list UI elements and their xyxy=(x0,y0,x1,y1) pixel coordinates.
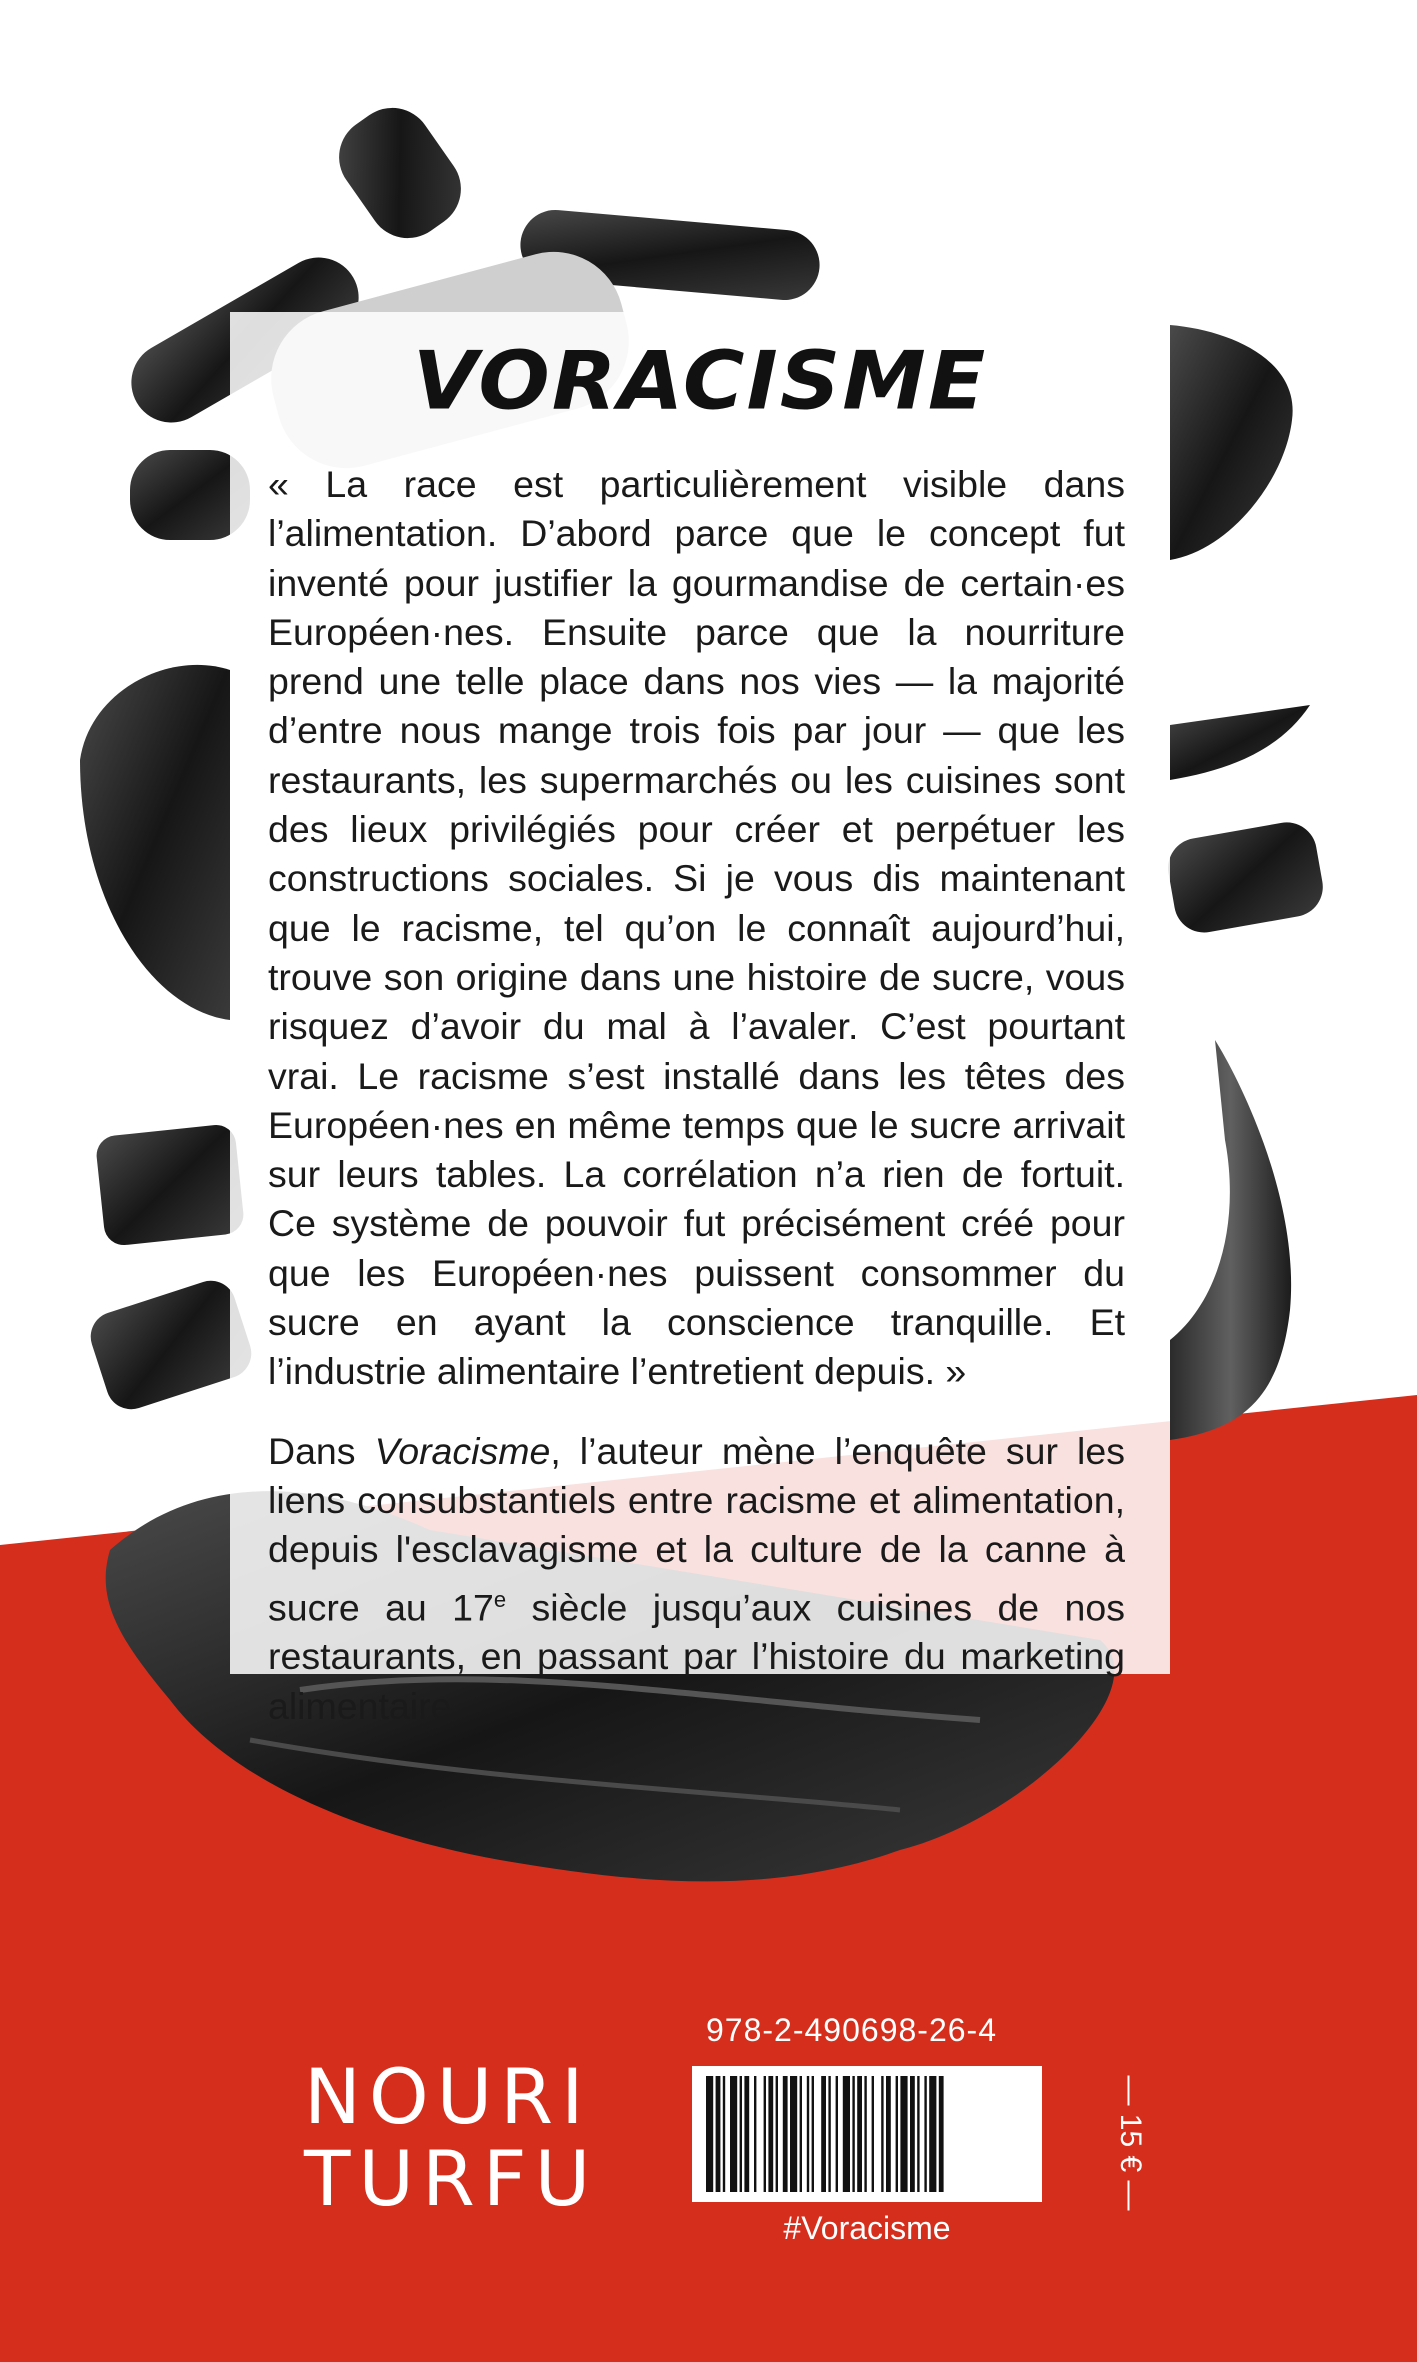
summary-intro: Dans xyxy=(268,1429,375,1472)
barcode-bar xyxy=(872,2076,874,2192)
publisher-logo-line2: TURFU xyxy=(304,2134,599,2223)
barcode-bar xyxy=(929,2076,936,2192)
barcode-bar xyxy=(881,2076,883,2192)
hashtag-label: #Voracisme xyxy=(783,2210,951,2246)
barcode-bar xyxy=(768,2076,773,2192)
barcode-bar xyxy=(812,2076,814,2192)
barcode xyxy=(692,2066,1042,2202)
barcode-bar xyxy=(896,2076,898,2192)
barcode-bar xyxy=(910,2076,915,2192)
cane-illustration-left-1 xyxy=(95,1123,246,1247)
summary-book-name: Voracisme xyxy=(374,1429,551,1472)
barcode-bar xyxy=(857,2076,862,2192)
barcode-bar xyxy=(744,2076,749,2192)
barcode-bar xyxy=(917,2076,919,2192)
barcode-bar xyxy=(706,2076,713,2192)
nut-illustration-left xyxy=(80,665,230,1020)
isbn-number: 978-2-490698-26-4 xyxy=(706,2012,997,2048)
barcode-bar xyxy=(939,2076,944,2192)
publisher-logo xyxy=(304,2052,599,2223)
barcode-bar xyxy=(924,2076,926,2192)
barcode-bar xyxy=(807,2076,809,2192)
summary-part2: siècle jusqu’aux cuisines de nos restaurants, en passant par l’histoire du marketing alimentaire. xyxy=(268,1586,1126,1727)
barcode-bar xyxy=(864,2076,866,2192)
summary-paragraph xyxy=(268,1427,1125,1731)
summary-superscript: e xyxy=(493,1586,507,1612)
publisher-logo-line1: NOURI xyxy=(304,2052,592,2141)
barcode-bar xyxy=(886,2076,891,2192)
barcode-bar xyxy=(740,2076,742,2192)
price-label: — 15 € — xyxy=(1114,2075,1147,2211)
book-title: VORACISME xyxy=(412,334,988,428)
barcode-bar xyxy=(776,2076,778,2192)
barcode-bar xyxy=(730,2076,737,2192)
barcode-bar xyxy=(836,2076,838,2192)
barcode-bar xyxy=(716,2076,721,2192)
banana-illustration xyxy=(1170,1040,1291,1440)
barcode-bar xyxy=(821,2076,826,2192)
barcode-bar xyxy=(900,2076,907,2192)
barcode-bar xyxy=(800,2076,802,2192)
barcode-bar xyxy=(783,2076,788,2192)
barcode-bar xyxy=(790,2076,797,2192)
barcode-bar xyxy=(843,2076,850,2192)
quote-paragraph: « La race est particulièrement visible dans l’alimentation. D’abord parce que le concept fut inventé pour justifier la gourmandise de certain·es Européen·nes. Ensuite parce que la nourriture prend une telle place dans nos vies — la majorité d’entre nous mange trois fois par jour — que les restaurants, les supermarchés ou les cuisines sont des lieux privilégiés pour créer et perpétuer les constructions sociales. Si je vous dis maintenant que le racisme, tel qu’on le connaît aujourd’hui, trouve son origine dans une histoire de sucre, vous risquez d’avoir du mal à l’avaler. C’est pourtant vrai. Le racisme s’est installé dans les têtes des Européen·nes en même temps que le sucre arrivait sur leurs tables. La corrélation n’a rien de fortuit. Ce système de pouvoir fut précisément créé pour que les Européen·nes puissent consommer du sucre en ayant la conscience tranquille. Et l’industrie alimentaire l’entretient depuis. » xyxy=(268,463,1125,1393)
barcode-bar xyxy=(852,2076,854,2192)
barcode-bar xyxy=(828,2076,830,2192)
back-cover-text xyxy=(268,460,1125,1731)
barcode-bar xyxy=(764,2076,766,2192)
back-cover-text-panel xyxy=(230,312,1170,1727)
barcode-bar xyxy=(723,2076,725,2192)
leaf-illustration-right xyxy=(1170,705,1310,780)
summary-part1: , l’auteur mène l’enquête sur les liens consubstantiels entre racisme et alimentation, depuis l'esclavagisme et la culture de la canne à sucre au 17 xyxy=(268,1429,1125,1629)
cacao-illustration-right xyxy=(1170,325,1293,560)
barcode-bars xyxy=(702,2076,1032,2192)
cane-illustration-right xyxy=(1163,818,1327,938)
barcode-bar xyxy=(754,2076,756,2192)
